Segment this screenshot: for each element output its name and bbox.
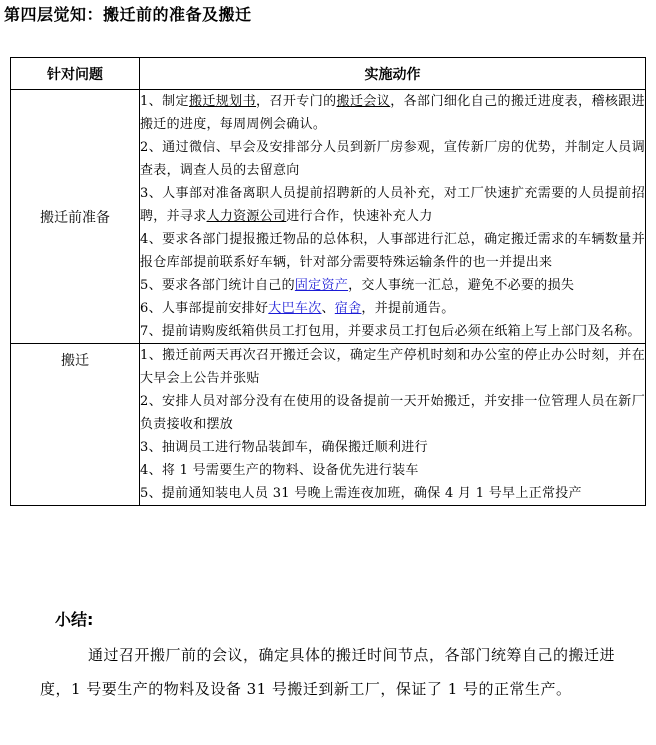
- action-list: [140, 344, 646, 506]
- list-item: 7、提前请购废纸箱供员工打包用，并要求员工打包后必须在纸箱上写上部门及名称。: [140, 324, 641, 339]
- summary-title: 小结:: [55, 610, 94, 629]
- section-heading: 第四层觉知：搬迁前的准备及搬迁: [4, 5, 252, 24]
- list-item: 4、将 1 号需要生产的物料、设备优先进行装车: [140, 463, 419, 478]
- relocation-plan-link[interactable]: 搬迁规划书: [188, 94, 257, 109]
- list-item: 3、人事部对准备离职人员提前招聘新的人员补充，对工厂快速扩充需要的人员提前招聘，并寻求人力资源公司进行合作，快速补充人力: [140, 186, 645, 224]
- list-item: 5、提前通知装电人员 31 号晚上需连夜加班，确保 4 月 1 号早上正常投产: [140, 486, 582, 501]
- fixed-assets-link[interactable]: 固定资产: [294, 278, 349, 293]
- table-header-row: [11, 58, 646, 90]
- list-item: 6、人事部提前安排好大巴车次、宿舍，并提前通告。: [140, 301, 455, 316]
- list-item: 2、安排人员对部分没有在使用的设备提前一天开始搬迁，并安排一位管理人员在新厂负责接收和摆放: [140, 394, 645, 432]
- table-row: [11, 90, 646, 344]
- list-item: 5、要求各部门统计自己的固定资产，交人事统一汇总，避免不必要的损失: [140, 278, 575, 293]
- list-item: 4、要求各部门提报搬迁物品的总体积，人事部进行汇总，确定搬迁需求的车辆数量并报仓库部提前联系好车辆，针对部分需要特殊运输条件的也一并提出来: [140, 232, 645, 270]
- list-item: 2、通过微信、早会及安排部分人员到新厂房参观，宣传新厂房的优势，并制定人员调查表，调查人员的去留意向: [140, 140, 645, 178]
- dormitory-link[interactable]: 宿舍: [334, 301, 362, 316]
- relocation-meeting-link[interactable]: 搬迁会议: [336, 94, 391, 109]
- action-list: [140, 90, 646, 344]
- list-item: 3、抽调员工进行物品装卸车，确保搬迁顺利进行: [140, 440, 428, 455]
- list-item: 1、制定搬迁规划书，召开专门的搬迁会议，各部门细化自己的搬迁进度表，稽核跟进搬迁的进度，每周周例会确认。: [140, 94, 645, 132]
- column-header-issue: 针对问题: [11, 58, 140, 90]
- table-row: [11, 344, 646, 506]
- bus-schedule-link[interactable]: 大巴车次: [268, 301, 322, 316]
- column-header-action: 实施动作: [140, 58, 646, 90]
- list-item: 1、搬迁前两天再次召开搬迁会议，确定生产停机时刻和办公室的停止办公时刻，并在大早会上公告并张贴: [140, 348, 645, 386]
- hr-company-link[interactable]: 人力资源公司: [206, 209, 287, 224]
- row-category-preparation: 搬迁前准备: [11, 90, 140, 344]
- relocation-plan-table: [10, 57, 646, 506]
- row-category-relocation: 搬迁: [11, 344, 140, 506]
- summary-paragraph: 通过召开搬厂前的会议，确定具体的搬迁时间节点，各部门统筹自己的搬迁进度，1 号要生产的物料及设备 31 号搬迁到新工厂，保证了 1 号的正常生产。: [40, 646, 616, 698]
